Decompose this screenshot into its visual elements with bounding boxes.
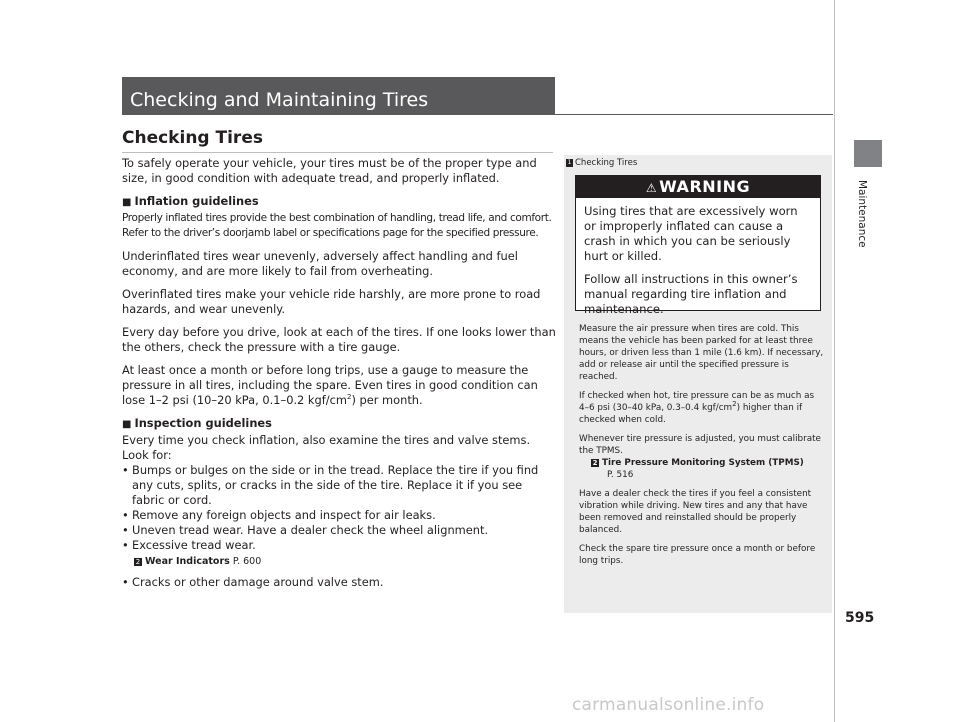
title-rule	[122, 152, 553, 153]
list-item-text: Uneven tread wear. Have a dealer check the wheel alignment.	[132, 523, 489, 537]
every-day-paragraph: Every day before you drive, look at each of the tires. If one looks lower than the others, check the pressure with a tire gauge.	[122, 325, 556, 354]
wear-indicators-page: P. 600	[232, 556, 262, 567]
chapter-banner	[122, 77, 555, 115]
hot-pressure-pre: If checked when hot, tire pressure can be as much as 4–6 psi (30–40 kPa, 0.3–0.4 kgf/cm	[579, 391, 815, 413]
banner-rule	[555, 114, 833, 115]
list-item-text: Cracks or other damage around valve stem.	[132, 575, 384, 589]
warning-title: WARNING	[659, 177, 751, 196]
section-title: Checking Tires	[122, 128, 263, 148]
list-item	[122, 538, 556, 553]
warning-box	[575, 175, 821, 316]
inflation-heading-text: Inflation guidelines	[134, 194, 259, 208]
intro-paragraph: To safely operate your vehicle, your tires must be of the proper type and size, in good condition with adequate tread, and properly inflated.	[122, 156, 537, 185]
cross-reference-icon: 2	[135, 557, 141, 566]
page-number: 595	[845, 610, 875, 626]
square-bullet-icon: ■	[122, 419, 132, 430]
inspection-list-continued	[122, 575, 556, 590]
sidebar-paragraph: Measure the air pressure when tires are cold. This means the vehicle has been parked for at least three hours, or driven less than 1 mile (1.6 km). If necessary, add or release air until the specified pressure is reached.	[579, 324, 824, 382]
monthly-sup: 2	[346, 393, 352, 402]
wear-indicators-link[interactable]	[134, 554, 556, 569]
margin-rule	[834, 0, 835, 722]
warning-paragraph: Using tires that are excessively worn or improperly inflated can cause a crash in which you can be seriously hurt or killed.	[584, 204, 798, 263]
hot-pressure-post: ) higher than if checked when cold.	[579, 403, 803, 425]
sidebar-paragraph	[579, 433, 824, 457]
sidebar-heading	[564, 155, 832, 168]
cross-reference-icon: 2	[592, 458, 598, 467]
list-item	[122, 575, 556, 590]
inspection-intro: Every time you check inflation, also examine the tires and valve stems.	[122, 433, 531, 447]
chapter-tab-label	[842, 180, 894, 262]
list-item-text: Excessive tread wear.	[132, 538, 256, 552]
bullet-icon: •	[122, 538, 129, 552]
look-for-label: Look for:	[122, 448, 172, 462]
inflation-note: Properly inflated tires provide the best combination of handling, tread life, and comfort. Refer to the driver’s doorjamb label or specifications page for the specified pressure.	[122, 212, 552, 239]
bullet-icon: •	[122, 463, 129, 477]
inspection-heading-text: Inspection guidelines	[134, 416, 272, 430]
monthly-text-pre: At least once a month or before long trips, use a gauge to measure the pressure in all tires, including the spare. Even tires in good condition can lose 1–2 psi (10–20 kPa, 0.1–0.2 kgf/cm	[122, 363, 538, 407]
warning-header	[576, 176, 820, 198]
bullet-icon: •	[122, 508, 129, 522]
square-bullet-icon: ■	[122, 197, 132, 208]
sidebar-paragraph: Have a dealer check the tires if you feel a consistent vibration while driving. New tires and any that have been removed and reinstalled should be properly balanced.	[579, 489, 812, 535]
tpms-page: P. 516	[607, 470, 634, 480]
sidebar-body	[579, 323, 824, 574]
sidebar-notes	[564, 155, 832, 613]
tpms-link-label: Tire Pressure Monitoring System (TPMS)	[602, 458, 804, 468]
warning-text	[576, 198, 820, 317]
tpms-calibrate-text: Whenever tire pressure is adjusted, you must calibrate the TPMS.	[579, 434, 821, 456]
list-item	[122, 523, 556, 538]
list-item-text: Bumps or bulges on the side or in the tread. Replace the tire if you find any cuts, splits, or cracks in the side of the tire. Replace it if you see fabric or cord.	[132, 463, 539, 507]
banner-title: Checking and Maintaining Tires	[130, 89, 429, 111]
wear-indicators-label: Wear Indicators	[145, 556, 230, 567]
watermark: carmanualsonline.info	[572, 695, 765, 715]
warning-triangle-icon: ⚠	[645, 181, 658, 195]
list-item-text: Remove any foreign objects and inspect for air leaks.	[132, 508, 436, 522]
sidebar-paragraph: Check the spare tire pressure once a month or before long trips.	[579, 544, 816, 566]
bullet-icon: •	[122, 575, 129, 589]
hot-pressure-sup: 2	[732, 400, 737, 409]
inspection-list	[122, 463, 556, 553]
note-tag-icon: 1	[567, 158, 572, 166]
underinflated-paragraph: Underinflated tires wear unevenly, adversely affect handling and fuel economy, and are more likely to fail from overheating.	[122, 249, 518, 278]
chapter-tab-text: Maintenance	[856, 180, 868, 248]
sidebar-heading-text: Checking Tires	[575, 158, 638, 168]
main-column	[122, 156, 556, 590]
monthly-paragraph	[122, 363, 556, 408]
warning-paragraph: Follow all instructions in this owner’s manual regarding tire inflation and maintenance.	[584, 272, 798, 316]
bullet-icon: •	[122, 523, 129, 537]
chapter-tab-marker	[854, 140, 882, 167]
inflation-heading	[122, 194, 556, 210]
overinflated-paragraph: Overinflated tires make your vehicle ride harshly, are more prone to road hazards, and wear unevenly.	[122, 287, 541, 316]
list-item	[122, 508, 556, 523]
monthly-text-post: ) per month.	[351, 393, 423, 407]
inspection-heading	[122, 416, 556, 432]
tpms-link[interactable]	[579, 457, 824, 469]
list-item	[122, 463, 556, 508]
sidebar-paragraph	[579, 390, 824, 426]
